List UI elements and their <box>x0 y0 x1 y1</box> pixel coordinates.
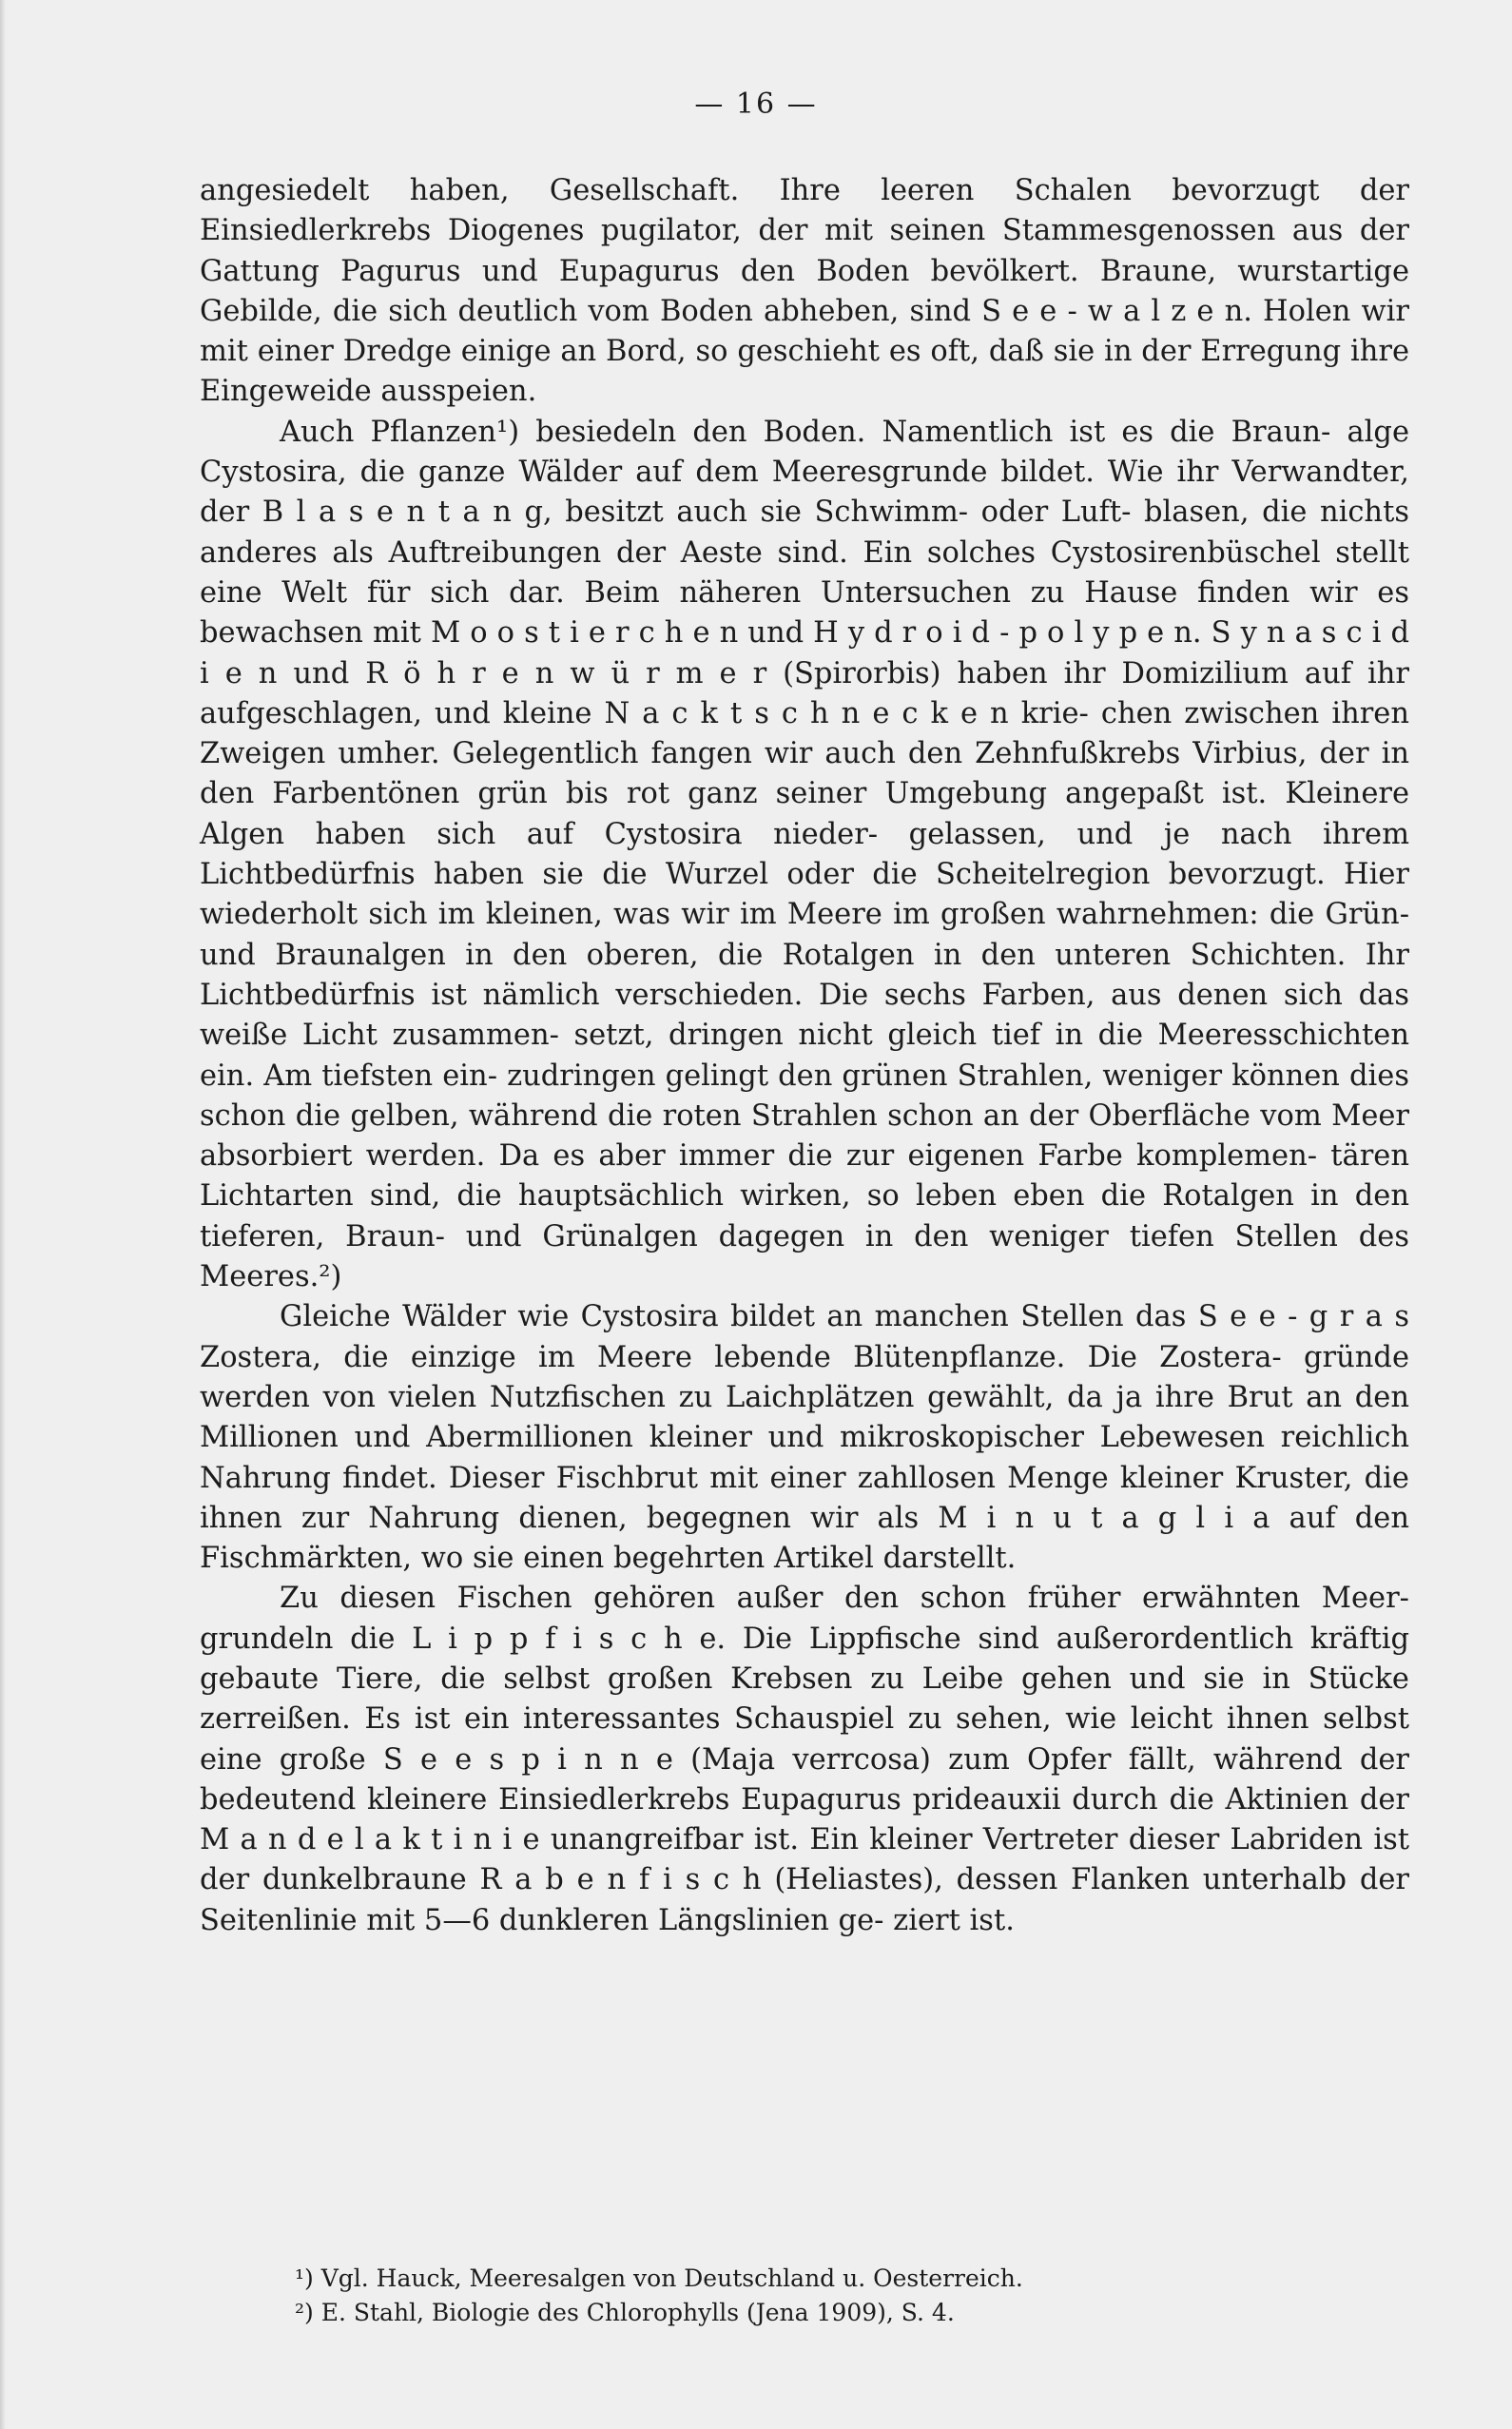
body-text <box>200 171 1409 1941</box>
scan-edge-shadow <box>0 0 6 2429</box>
paragraph-1: angesiedelt haben, Gesellschaft. Ihre leeren Schalen bevorzugt der Einsiedlerkrebs Diogenes pugilator, der mit seinen Stammesgenossen aus der Gattung Pagurus und Eupagurus den Boden bevölkert. Braune, wurstartige Gebilde, die sich deutlich vom Boden abheben, sind S e e - w a l z e n. Holen wir mit einer Dredge einige an Bord, so geschieht es oft, daß sie in der Erregung ihre Eingeweide ausspeien. <box>200 174 1409 409</box>
paragraph-4: Zu diesen Fischen gehören außer den schon früher erwähnten Meer- grundeln die L i p p f i s c h e. Die Lippfische sind außerordentlich kräftig gebaute Tiere, die selbst großen Krebsen zu Leibe gehen und sie in Stücke zerreißen. Es ist ein interessantes Schauspiel zu sehen, wie leicht ihnen selbst eine große S e e s p i n n e (Maja verrcosa) zum Opfer fällt, während der bedeutend kleinere Einsiedlerkrebs Eupagurus prideauxii durch die Aktinien der M a n d e l a k t i n i e unangreifbar ist. Ein kleiner Vertreter dieser Labriden ist der dunkelbraune R a b e n f i s c h (Heliastes), dessen Flanken unterhalb der Seitenlinie mit 5—6 dunkleren Längslinien ge- ziert ist. <box>200 1582 1409 1937</box>
footnotes <box>295 2262 1341 2330</box>
footnote-2: ²) E. Stahl, Biologie des Chlorophylls (Jena 1909), S. 4. <box>295 2299 955 2326</box>
footnote-1: ¹) Vgl. Hauck, Meeresalgen von Deutschland u. Oesterreich. <box>295 2264 1023 2292</box>
page-number: — 16 — <box>694 87 818 121</box>
paragraph-3: Gleiche Wälder wie Cystosira bildet an manchen Stellen das S e e - g r a s Zostera, die einzige im Meere lebende Blütenpflanze. Die Zostera- gründe werden von vielen Nutzfischen zu Laichplätzen gewählt, da ja ihre Brut an den Millionen und Abermillionen kleiner und mikroskopischer Lebewesen reichlich Nahrung findet. Dieser Fischbrut mit einer zahllosen Menge kleiner Kruster, die ihnen zur Nahrung dienen, begegnen wir als M i n u t a g l i a auf den Fischmärkten, wo sie einen begehrten Artikel darstellt. <box>200 1300 1409 1576</box>
paragraph-2: Auch Pflanzen¹) besiedeln den Boden. Namentlich ist es die Braun- alge Cystosira, die ganze Wälder auf dem Meeresgrunde bildet. Wie ihr Verwandter, der B l a s e n t a n g, besitzt auch sie Schwimm- oder Luft- blasen, die nichts anderes als Auftreibungen der Aeste sind. Ein solches Cystosirenbüschel stellt eine Welt für sich dar. Beim näheren Untersuchen zu Hause finden wir es bewachsen mit M o o s t i e r c h e n und H y d r o i d - p o l y p e n. S y n a s c i d i e n und R ö h r e n w ü r m e r (Spirorbis) haben ihr Domizilium auf ihr aufgeschlagen, und kleine N a c k t s c h n e c k e n krie- chen zwischen ihren Zweigen umher. Gelegentlich fangen wir auch den Zehnfußkrebs Virbius, der in den Farbentönen grün bis rot ganz seiner Umgebung angepaßt ist. Kleinere Algen haben sich auf Cystosira nieder- gelassen, und je nach ihrem Lichtbedürfnis haben sie die Wurzel oder die Scheitelregion bevorzugt. Hier wiederholt sich im kleinen, was wir im Meere im großen wahrnehmen: die Grün- und Braunalgen in den oberen, die Rotalgen in den unteren Schichten. Ihr Lichtbedürfnis ist nämlich verschieden. Die sechs Farben, aus denen sich das weiße Licht zusammen- setzt, dringen nicht gleich tief in die Meeresschichten ein. Am tiefsten ein- zudringen gelingt den grünen Strahlen, weniger können dies schon die gelben, während die roten Strahlen schon an der Oberfläche vom Meer absorbiert werden. Da es aber immer die zur eigenen Farbe komplemen- tären Lichtarten sind, die hauptsächlich wirken, so leben eben die Rotalgen in den tieferen, Braun- und Grünalgen dagegen in den weniger tiefen Stellen des Meeres.²) <box>200 415 1409 1294</box>
